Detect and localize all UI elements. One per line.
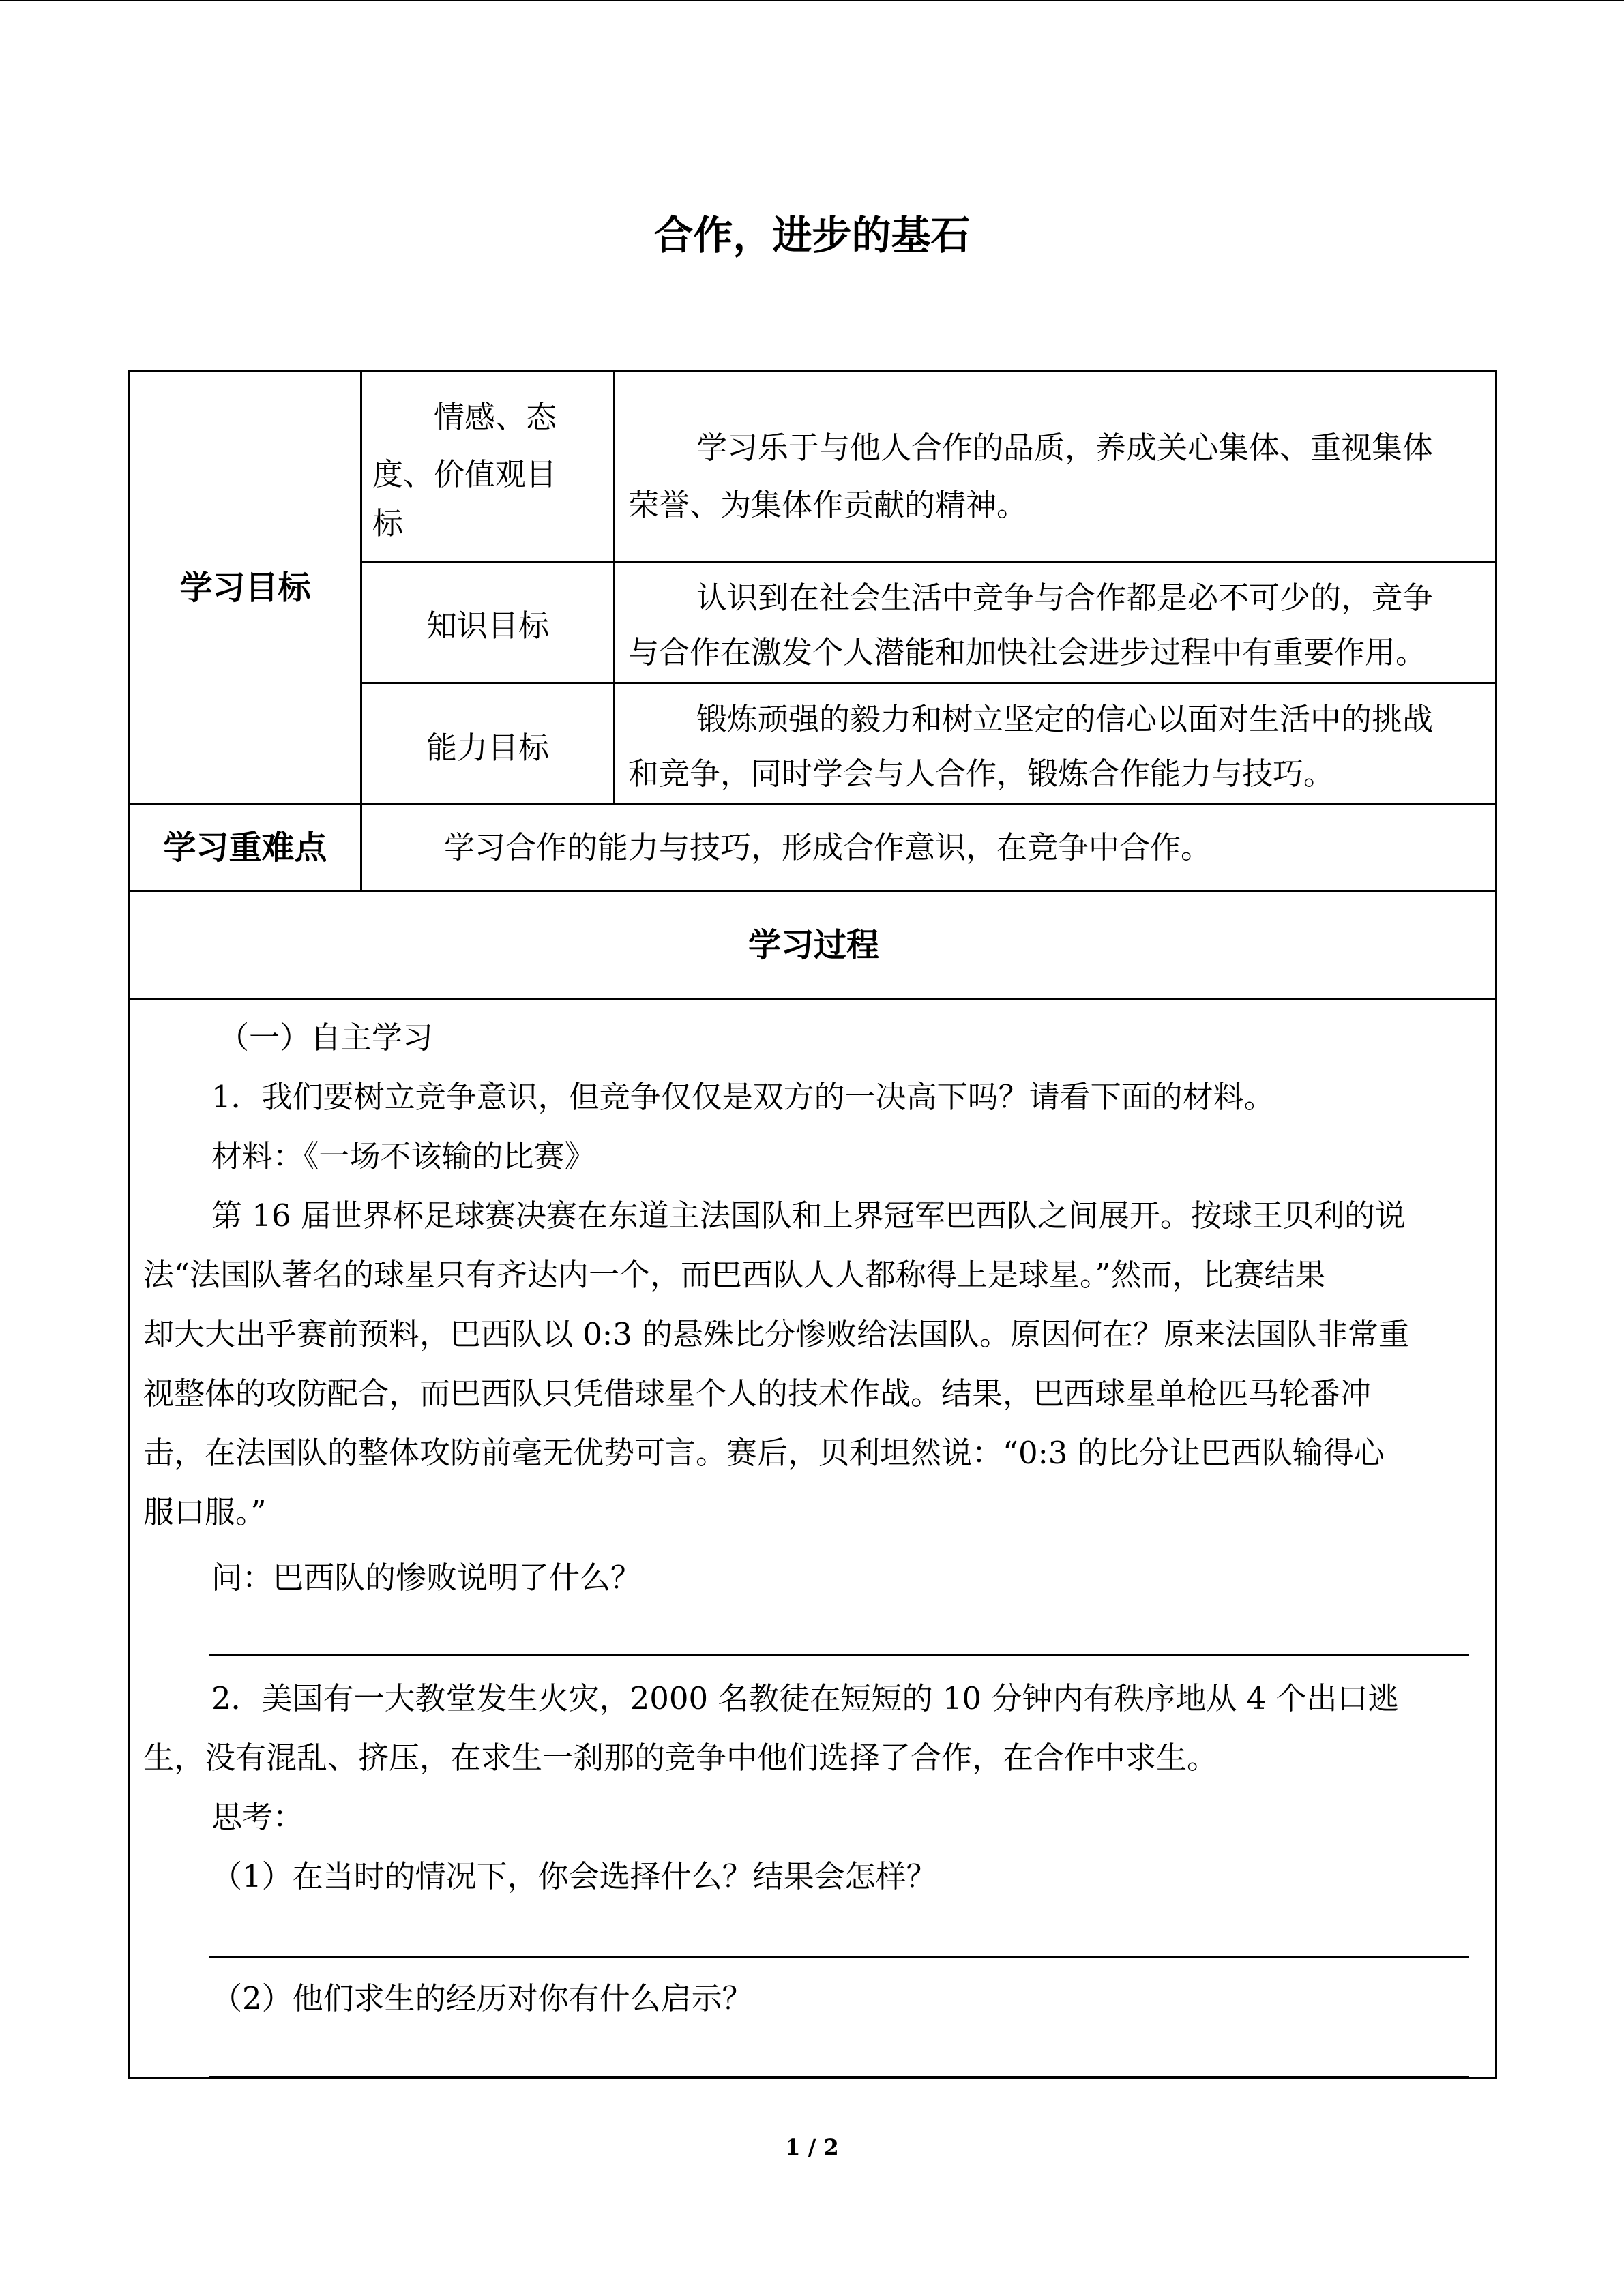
top-border (0, 0, 1624, 1)
answer-line[interactable] (209, 1654, 1469, 1656)
row-divider (362, 682, 1497, 684)
objective-text-ability: 锻炼顽强的毅力和树立坚定的信心以面对生活中的挑战 和竞争，同时学会与人合作，锻炼合作能力与技巧。 (628, 701, 1434, 792)
think-question-2: （2）他们求生的经历对你有什么启示？ (211, 1980, 753, 2016)
question-1-ask: 问：巴西队的惨败说明了什么？ (211, 1560, 642, 1596)
objective-label-emotion: 情感、态 度、价值观目 标 (372, 399, 557, 541)
think-question-1: （1）在当时的情况下，你会选择什么？结果会怎样？ (211, 1858, 937, 1894)
material-line: 第 16 届世界杯足球赛决赛在东道主法国队和上界冠军巴西队之间展开。按球王贝利的说 (211, 1197, 1406, 1234)
row-divider (130, 998, 1497, 1000)
answer-line[interactable] (209, 1956, 1469, 1958)
objective-text-emotion: 学习乐于与他人合作的品质，养成关心集体、重视集体 荣誉、为集体作贡献的精神。 (628, 430, 1434, 523)
material-title: 材料：《一场不该输的比赛》 (211, 1138, 595, 1174)
material-line: 服口服。” (143, 1494, 267, 1530)
material-line: 击，在法国队的整体攻防前毫无优势可言。赛后，贝利坦然说：“0:3 的比分让巴西队输得心 (143, 1435, 1385, 1471)
row-divider (362, 561, 1497, 563)
think-label: 思考： (211, 1799, 304, 1835)
section-heading: （一）自主学习 (218, 1019, 434, 1056)
col-divider (613, 372, 615, 803)
objective-label-ability: 能力目标 (426, 729, 549, 766)
material-line: 法“法国队著名的球星只有齐达内一个，而巴西队人人都称得上是球星。”然而，比赛结果 (143, 1257, 1326, 1293)
question-2-line: 生，没有混乱、挤压，在求生一刹那的竞争中他们选择了合作，在合作中求生。 (143, 1740, 1218, 1776)
objective-label-knowledge: 知识目标 (426, 607, 549, 644)
page-title: 合作，进步的基石 (653, 212, 971, 258)
question-2-line: 2．美国有一大教堂发生火灾，2000 名教徒在短短的 10 分钟内有秩序地从 4 个出口逃 (211, 1680, 1399, 1716)
objective-text-knowledge: 认识到在社会生活中竞争与合作都是必不可少的，竞争 与合作在激发个人潜能和加快社会进步过程中有重要作用。 (628, 580, 1434, 670)
key-points-label: 学习重难点 (163, 829, 327, 867)
material-line: 视整体的攻防配合，而巴西队只凭借球星个人的技术作战。结果，巴西球星单枪匹马轮番冲 (143, 1375, 1372, 1412)
answer-line[interactable] (209, 2076, 1469, 2078)
page-number: 1 / 2 (785, 2134, 839, 2160)
question-1: 1．我们要树立竞争意识，但竞争仅仅是双方的一决高下吗？请看下面的材料。 (211, 1079, 1275, 1115)
key-points-text: 学习合作的能力与技巧，形成合作意识，在竞争中合作。 (444, 829, 1212, 865)
process-heading: 学习过程 (748, 925, 879, 964)
objectives-label: 学习目标 (179, 568, 311, 607)
material-line: 却大大出乎赛前预料，巴西队以 0:3 的悬殊比分惨败给法国队。原因何在？原来法国队非常重 (143, 1316, 1410, 1352)
